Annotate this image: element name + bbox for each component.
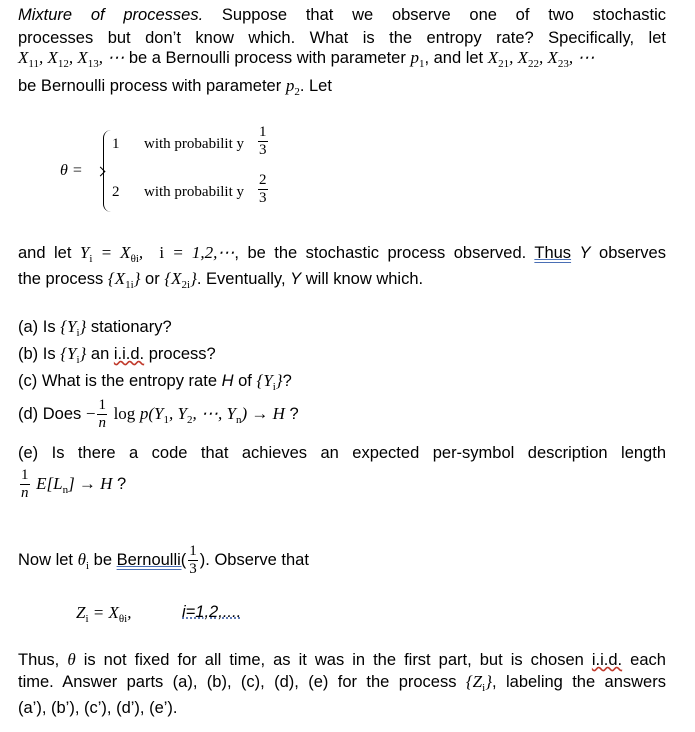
case-2-value: 2 [112,184,120,200]
intro-line-4: be Bernoulli process with parameter $p_2$. Let [18,76,332,98]
intro-line-3: $X_{11}$, $X_{12}$, $X_{13}$, ⋯ be a Bernoulli process with parameter $p_1$, and let $X_{21}$, $X_{22}$, $X_{23}$, ⋯ [18,48,595,70]
final-line-3: (a’), (b’), (c’), (d’), (e’). [18,699,178,717]
final-line-1: Thus, θ is not fixed for all time, as it was in the first part, but is chosen i.i.d. each [18,650,666,669]
process-1-sequence: $X_{11}$, $X_{12}$, $X_{13}$, ⋯ [18,48,125,70]
theta-label: θ = [60,162,83,179]
question-e-line-2: $\frac{1}{n}$ $E[L_n] \to H$ ? [21,467,127,501]
question-c: (c) What is the entropy rate H of $\{Y_i\}$? [18,371,292,393]
process-2-sequence: $X_{21}$, $X_{22}$, $X_{23}$, ⋯ [487,48,595,70]
observed-line-2: the process $\{X_{1i}\}$ or $\{X_{2i}\}$. Eventually, Y will know which. [18,269,424,291]
param-p2: $p_2$ [285,76,300,98]
question-d: (d) Does − $\frac{1}{n}$ $\log p(Y_1$, $Y_2$, ⋯, $Y_n) \to H$ ? [18,397,299,431]
intro-line-2: processes but don’t know which. What is the entropy rate? Specifically, let [18,29,666,47]
case-1-value: 1 [112,136,120,152]
observed-line-1: and let $Y_i = X_{\theta i}$, i = 1,2,⋯, be the stochastic process observed. Thus Y observes [18,243,666,265]
section-title: Mixture of processes. [18,6,204,24]
question-a: (a) Is $\{Y_i\}$ stationary? [18,317,172,339]
question-b: (b) Is $\{Y_i\}$ an i.i.d. process? [18,344,216,366]
question-e-line-1: (e) Is there a code that achieves an expected per-symbol description length [18,444,666,462]
final-line-2: time. Answer parts (a), (b), (c), (d), (e) for the process $\{Z_i\}$, labeling the answers [18,672,666,694]
y-equals-x-theta: $Y_i = X_{\theta i}$, i = 1,2,⋯ [79,243,235,265]
param-p1: $p_1$ [410,48,425,70]
z-definition: $Z_i = X_{\theta i}$, [76,603,132,625]
case-1-fraction: $\frac{1}{3}$ [259,124,267,158]
intro-line-1: Mixture of processes. Suppose that we observe one of two stochastic [18,6,666,24]
index-range: i=1,2,.... [182,603,242,621]
case-2-text: with probabilit y [144,184,244,200]
case-1-text: with probabilit y [144,136,244,152]
case-2-fraction: $\frac{2}{3}$ [259,172,267,206]
bernoulli-line: Now let $\theta_i$ be Bernoulli( $\frac{1}{3}$ ). Observe that [18,543,309,577]
